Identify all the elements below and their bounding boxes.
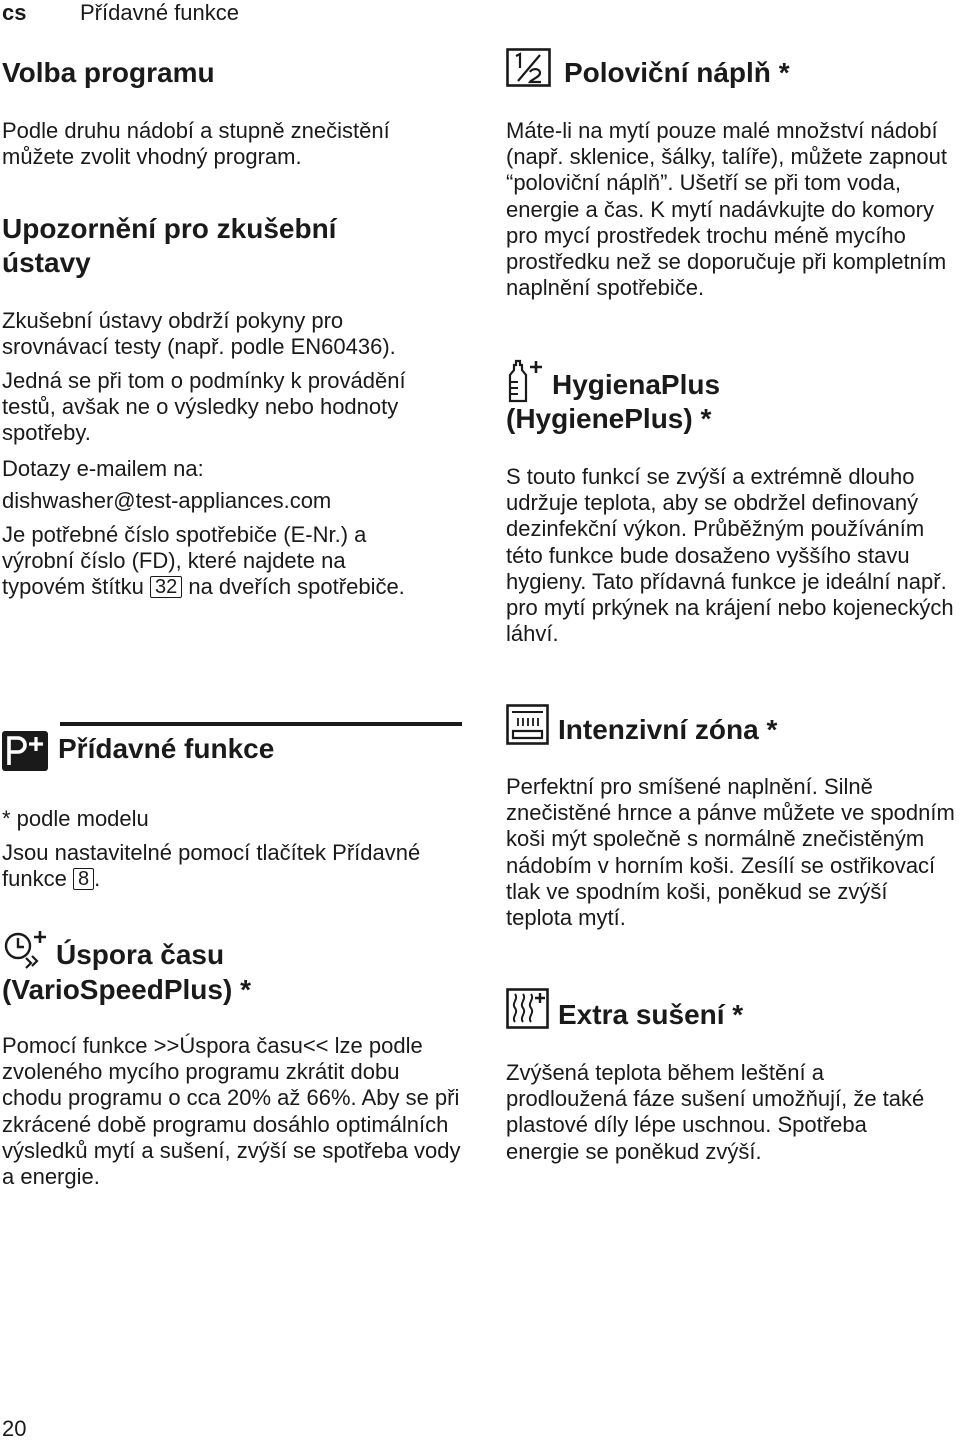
half-load-text: Máte-li na mytí pouze malé množství nádobí (např. sklenice, šálky, talíře), můžete zapnout “poloviční náplň”. Ušetří se při tom voda, energie a čas. K mytí nadávkujte do komory pro mycí prostředek trochu méně mycího prostředku než se doporučuje při kompletním naplnění spotřebiče. — [506, 118, 948, 301]
program-heading: Volba programu — [2, 57, 215, 88]
half-load-icon — [506, 48, 552, 88]
testing-email[interactable]: dishwasher@test-appliances.com — [2, 488, 332, 513]
hygiene-heading-1: HygienaPlus — [552, 369, 721, 400]
page-number: 20 — [2, 1416, 27, 1441]
half-load-heading: Poloviční náplň * — [564, 57, 790, 88]
extras-heading: Přídavné funkce — [58, 733, 275, 764]
extras-text-after: . — [94, 866, 101, 892]
extra-drying-icon — [506, 988, 550, 1030]
model-note: * podle modelu — [2, 806, 149, 831]
bottle-plus-icon — [506, 358, 546, 404]
vario-text: Pomocí funkce >>Úspora času<< lze podle zvoleného mycího programu zkrátit dobu chodu programu o cca 20% až 66%. Aby se při zkrácené době programu dosáhlo optimálních výsledků mytí a sušení, zvýší se spotřeba vody a energie. — [2, 1033, 461, 1190]
program-text: Podle druhu nádobí a stupně znečistění můžete zvolit vhodný program. — [2, 118, 390, 170]
testing-text-4-before: Je potřebné číslo spotřebiče (E-Nr.) a výrobní číslo (FD), které najdete na typovém štítku — [2, 522, 367, 600]
section-rule — [60, 722, 462, 726]
clock-speed-icon — [2, 928, 48, 972]
vario-heading-1: Úspora času — [56, 939, 225, 970]
testing-heading: Upozornění pro zkušební ústavy — [2, 213, 337, 278]
p-plus-icon — [2, 731, 48, 771]
testing-text-1: Zkušební ústavy obdrží pokyny pro srovnávací testy (např. podle EN60436). — [2, 308, 396, 360]
testing-text-4 — [2, 522, 432, 601]
drying-text: Zvýšená teplota během leštění a prodloužená fáze sušení umožňují, že také plastové díly lépe uschnou. Spotřeba energie se poněkud zvýší. — [506, 1060, 925, 1164]
vario-heading-2: (VarioSpeedPlus) * — [2, 974, 251, 1005]
drying-heading: Extra sušení * — [558, 999, 744, 1030]
rating-plate-ref: 32 — [150, 576, 182, 598]
extras-button-ref: 8 — [73, 868, 94, 890]
testing-text-4-after: na dveřích spotřebiče. — [188, 574, 405, 600]
running-header-title: Přídavné funkce — [80, 0, 239, 25]
testing-text-3: Dotazy e-mailem na: — [2, 456, 204, 481]
hygiene-heading-2: (HygienePlus) * — [506, 403, 712, 434]
language-code: cs — [2, 0, 27, 25]
hygiene-text: S touto funkcí se zvýší a extrémně dlouho udržuje teplota, aby se obdržel definovaný dezinfekční výkon. Průběžným používáním této funkce bude dosaženo vyššího stavu hygieny. Tato přídavná funkce je ideální např. pro mytí prkýnek na krájení nebo kojeneckých láhví. — [506, 464, 954, 647]
intensive-heading: Intenzivní zóna * — [558, 714, 778, 745]
extras-text — [2, 840, 422, 892]
extras-text-before: Jsou nastavitelné pomocí tlačítek Přídavné funkce — [2, 840, 421, 892]
intensive-text: Perfektní pro smíšené naplnění. Silně znečistěné hrnce a pánve můžete ve spodním koši mýt společně s normálně znečistěným nádobím v horním koši. Zesílí se ostřikovací tlak ve spodním koši, poněkud se zvýší teplota mytí. — [506, 774, 955, 931]
testing-text-2: Jedná se při tom o podmínky k provádění testů, avšak ne o výsledky nebo hodnoty spotřeby. — [2, 368, 406, 446]
intensive-zone-icon — [506, 704, 550, 746]
